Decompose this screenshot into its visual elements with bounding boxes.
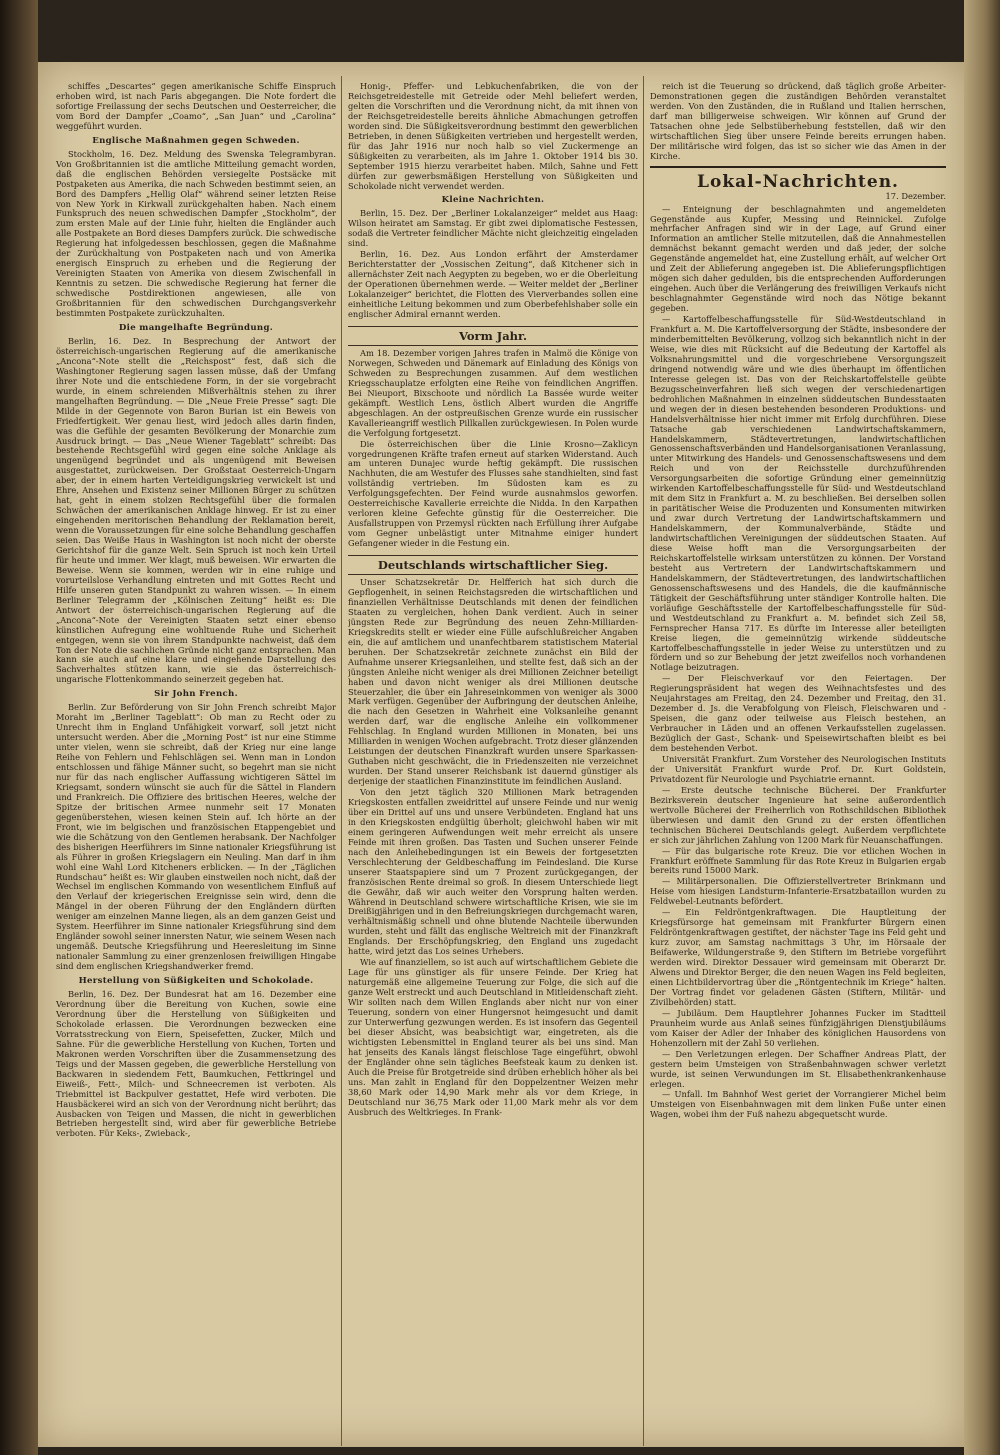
article-paragraph: — Der Fleischverkauf vor den Feiertagen. Der Regierungspräsident hat wegen des Weihnachtsfestes und des Neujahrstages am Freitag, den 24. Dezember und Freitag, den 31. Dezember d. Js. die Verabfolgung von Fleisch, Fleischwaren und -Speisen, die ganz oder teilweise aus Fleisch bestehen, an Verbraucher in Läden und an offenen Verkaufsstellen zugelassen. Bezüglich der Gast-, Schank- und Speisewirtschaften bleibt es bei dem bestehenden Verbot.: [650, 673, 946, 754]
section-heading: Vorm Jahr.: [348, 326, 638, 346]
column-left: [56, 82, 336, 1442]
article-paragraph: — Enteignung der beschlagnahmten und angemeldeten Gegenstände aus Kupfer, Messing und Reinnickel. Zufolge mehrfacher Anfragen sind wir in der Lage, auf Grund einer Information an amtlicher Stelle mitzuteilen, daß die Annahmestellen demnächst bekannt gemacht werden und daß jeder, der solche Gegenstände angemeldet hat, eine Zustellung erhält, auf welcher Ort und Zeit der Ablieferung angegeben ist. Die Ablieferungspflichtigen mögen sich daher gedulden, bis die entsprechenden Aufforderungen eingehen. Auch über die Verlängerung des freiwilligen Verkaufs nicht beschlagnahmter Gegenstände wird noch das Nötige bekannt gegeben.: [650, 203, 946, 314]
article-paragraph: reich ist die Teuerung so drückend, daß täglich große Arbeiter-Demonstrationen gegen die zuständigen Behörden veranstaltet werden. Von den Zuständen, die in Rußland und Italien herrschen, darf man billigerweise schweigen. Wir können auf Grund der Tatsachen ohne jede Selbstüberhebung feststellen, daß wir den wirtschaftlichen Sieg über unsere Feinde bereits errungen haben. Der militärische wird folgen, das ist so sicher wie das Amen in der Kirche.: [650, 82, 946, 161]
article-paragraph: Stockholm, 16. Dez. Meldung des Swenska Telegrambyran. Von Großbritannien ist die amtliche Mitteilung gemacht worden, daß die englischen Behörden versiegelte Postsäcke mit Postpaketen aus Amerika, die nach Schweden bestimmt seien, an Bord des Dampfers „Hellig Olaf“ während seiner letzten Reise von New York in Kirkwall zurückgehalten haben. Nach einem Funkspruch des neuen schwedischen Dampfer „Stockholm“, der zum ersten Male auf der Linie fuhr, hielten die Engländer auch alle Postpakete an Bord dieses Dampfers zurück. Die schwedische Regierung hat infolgedessen beschlossen, gegen die Maßnahme der Zurückhaltung von Postpaketen nach und von Amerika energisch Einspruch zu erheben und die Regierung der Vereinigten Staaten von Amerika von diesem Zwischenfall in Kenntnis zu setzen. Die schwedische Regierung hat ferner die schwedische Postdirektionen angewiesen, alle von Großbritannien für den schwedischen Durchgangsverkehr bestimmten Postpakete zurückzuhalten.: [56, 148, 336, 319]
article-paragraph: Von den jetzt täglich 320 Millionen Mark betragenden Kriegskosten entfallen zweidrittel auf unsere Feinde und nur wenig über ein Drittel auf uns und unsere Verbündeten. England hat uns in den Kriegskosten endgültig überholt; gleichwohl haben wir mit einem geringeren Aufwendungen weit mehr erreicht als unsere Feinde mit ihren großen. Das Tasten und Suchen unserer Feinde nach den Anleihebedingungen ist ein Beweis der fortgesetzten Verschlechterung der Geldbeschaffung im Feindesland. Die Kurse unserer Staatspapiere sind um 7 Prozent zurückgegangen, der französischen Rente dreimal so groß. In diesem Unterschiede liegt die Gewähr, daß wir auch weiter den Vorsprung halten werden. Während in Deutschland schwere wirtschaftliche Krisen, wie sie im Dreißigjährigen und in den Befreiungskriegen durchgemacht waren, verhältnismäßig schnell und ohne blutende Nachteile überwunden wurden, steht und fällt das englische Weltreich mit der Finanzkraft Englands. Der Erschöpfungskrieg, den England uns zugedacht hatte, wird jetzt das Los seines Urhebers.: [348, 787, 638, 957]
article-heading: Die mangelhafte Begründung.: [118, 322, 274, 333]
article-paragraph: Am 18. Dezember vorigen Jahres trafen in Malmö die Könige von Norwegen, Schweden und Dänemark auf Einladung des Königs von Schweden zu Besprechungen zusammen. Auf dem westlichen Kriegsschauplatze erfolgten eine Reihe von feindlichen Angriffen. Bei Nieuport, Bixschoote und nördlich La Bassée wurde weiter gekämpft. Westlich Lens, östlich Albert wurden die Angriffe abgeschlagen. An der ostpreußischen Grenze wurde ein russischer Kavallerieangriff westlich Pillkallen zurückgewiesen. In Polen wurde die Verfolgung fortgesetzt.: [348, 347, 638, 438]
article-paragraph: Berlin, 15. Dez. Der „Berliner Lokalanzeiger“ meldet aus Haag: Wilson heiratet am Samstag. Er gibt zwei diplomatische Festessen, sodaß die Vertreter feindlicher Mächte nicht gleichzeitig eingeladen sind.: [348, 208, 638, 249]
article-paragraph: — Den Verletzungen erlegen. Der Schaffner Andreas Platt, der gestern beim Umsteigen von Straßenbahnwagen schwer verletzt wurde, ist seinen Verwundungen im St. Elisabethenkrankenhause erlegen.: [650, 1048, 946, 1089]
newspaper-page: [38, 62, 964, 1447]
article-heading: Sir John French.: [154, 689, 238, 700]
article-paragraph: — Ein Feldröntgenkraftwagen. Die Hauptleitung der Kriegsfürsorge hat gemeinsam mit Frankfurter Bürgern einen Feldröntgenkraftwagen gestiftet, der nächster Tage ins Feld geht und kurz zuvor, am Samstag nachmittags 3 Uhr, im Hörsaale der Beifawerke, Wildungerstraße 9, den Stiftern im Betriebe vorgeführt werden wird. Direktor Dessauer wird gemeinsam mit Oberarzt Dr. Alwens und Direktor Berger, die den neuen Wagen ins Feld begleiten, einen Lichtbildervortrag über die „Röntgentechnik im Kriege“ halten. Der Vortrag findet vor geladenen Gästen (Stiftern, Militär- und Zivilbehörden) statt.: [650, 907, 946, 1007]
column-rule: [341, 76, 342, 1446]
section-title: Lokal-Nachrichten.: [650, 166, 946, 192]
article-paragraph: — Jubiläum. Dem Hauptlehrer Johannes Fucker im Stadtteil Praunheim wurde aus Anlaß seines fünfzigjährigen Dienstjubiläums vom Kaiser der Adler der Inhaber des königlichen Hausordens von Hohenzollern mit der Zahl 50 verliehen.: [650, 1007, 946, 1048]
article-heading: Englische Maßnahmen gegen Schweden.: [92, 135, 300, 146]
article-paragraph: schiffes „Descartes“ gegen amerikanische Schiffe Einspruch erhoben wird, ist nach Paris abgegangen. Die Note fordert die sofortige Freilassung der sechs Deutschen und Oesterreicher, die vom Bord der Dampfer „Coamo“, „San Juan“ und „Carolina“ weggeführt wurden.: [56, 82, 336, 131]
article-paragraph: — Kartoffelbeschaffungsstelle für Süd-Westdeutschland in Frankfurt a. M. Die Kartoffelversorgung der Städte, insbesondere der minderbemittelten Bevölkerung, vollzog sich bekanntlich nicht in der Weise, wie dies mit Rücksicht auf die Bedeutung der Kartoffel als Volksnahrungsmittel und die vorgeschriebene Versorgungszeit dringend notwendig wäre und wie dies überhaupt im öffentlichen Interesse gelegen ist. Das von der Reichskartoffelstelle geübte Bezugsscheinverfahren ließ sich wegen der verschiedenartigen bedrohlichen Maßnahmen in einzelnen süddeutschen Bundesstaaten und wegen der in diesen bestehenden besonderen Produktions- und Handelsverhältnisse hier nicht immer mit Erfolg durchführen. Diese Tatsache gab verschiedenen Landwirtschaftskammern, Handelskammern, Städtevertretungen, landwirtschaftlichen Genossenschaftsverbänden und Handelsorganisationen Veranlassung, unter Mitwirkung des Handels- und Genossenschaftswesens und dem Reich und von der Reichsstelle durchzuführenden Versorgungsarbeiten die sofortige Gründung einer gemeinnützig wirkenden Kartoffelbeschaffungsstelle für Süd- und Westdeutschland mit dem Sitz in Frankfurt a. M. zu beschließen. Bei derselben sollen in paritätischer Weise die Produzenten und Konsumenten mitwirken und zwar durch Vertretung der Landwirtschaftskammern und Handelskammern, der Kommunalverbände, Städte und landwirtschaftlichen Vereinigungen der süddeutschen Staaten. Auf diese Weise hofft man die Versorgungsarbeiten der Reichskartoffelstelle wirksam unterstützen zu können. Der Vorstand besteht aus Vertretern der Landwirtschaftskammern und Handelskammern, der Städtevertretungen, des landwirtschaftlichen Genossenschaftswesens und des Handels, die die kaufmännische Tätigkeit der Geschäftsführung unter ständiger Kontrolle halten. Die vorläufige Geschäftsstelle der Kartoffelbeschaffungsstelle für Süd- und Westdeutschland zu Frankfurt a. M. befindet sich Zeil 58, Fernsprecher Hansa 717. Es dürfte im Interesse aller beteiligten Kreise liegen, die gemeinnützig wirkende süddeutsche Kartoffelbeschaffungsstelle in jeder Weise zu unterstützen und zu fördern und so zur Behebung der jetzt zweifellos noch vorhandenen Notlage beizutragen.: [650, 314, 946, 673]
article-paragraph: Honig-, Pfeffer- und Lebkuchenfabriken, die von der Reichsgetreidestelle mit Getreide oder Mehl beliefert werden, gelten die Vorschriften und die Verordnung nicht, da mit ihnen von der Reichsgetreidestelle bereits ähnliche Abmachungen getroffen worden sind. Die Süßigkeitsverordnung bestimmt den gewerblichen Betrieben, in denen Süßigkeiten vertrieben und hergestellt werden, für das Jahr 1916 nur noch halb so viel Zuckermenge an Süßigkeiten zu verarbeiten, als im Jahre 1. Oktober 1914 bis 30. September 1915 hierzu verarbeitet haben. Milch, Sahne und Fett dürfen zur gewerbsmäßigen Herstellung von Süßigkeiten und Schokolade nicht verwendet werden.: [348, 82, 638, 191]
page-edge: [964, 0, 1000, 1455]
book-binding: [0, 0, 38, 1455]
article-paragraph: Berlin, 16. Dez. Der Bundesrat hat am 16. Dezember eine Verordnung über die Bereitung von Kuchen, sowie eine Verordnung über die Herstellung von Süßigkeiten und Schokolade erlassen. Die Verordnungen bezwecken eine Vorratsstreckung von Eiern, Speisefetten, Zucker, Milch und Sahne. Für die gewerbliche Herstellung von Kuchen, Torten und Makronen werden Vorschriften über die Zusammensetzung des Teigs und der Massen gegeben, die gewerbliche Herstellung von Backwaren in siedendem Fett, Baumkuchen, Fettkringel und Eiweiß-, Fett-, Milch- und Schneecremen ist verboten. Als Triebmittel ist Backpulver gestattet, Hefe wird verboten. Die Hausbäckerei wird an sich von der Verordnung nicht berührt; das Ausbacken von Teigen und Massen, die nicht in gewerblichen Betrieben hergestellt sind, wird aber für gewerbliche Betriebe verboten. Für Keks-, Zwieback-,: [56, 989, 336, 1139]
column-right: [650, 82, 946, 1442]
section-heading: Deutschlands wirtschaftlicher Sieg.: [348, 555, 638, 575]
article-paragraph: Berlin. Zur Beförderung von Sir John French schreibt Major Moraht im „Berliner Tageblatt“: Ob man zu Recht oder zu Unrecht ihm in England Unfähigkeit vorwarf, soll jetzt nicht untersucht werden. Aber die „Morning Post“ ist nur eine Stimme unter vielen, wenn sie schreibt, daß der Krieg nur eine lange Reihe von Fehlern und Fehlschlägen sei. Wenn man in London entschlossen und fähige Männer sucht, so begehrt man sie nicht nur für das nach englischer Auffassung wichtigeren Sättel im Kriegsamt, sondern wünscht sie auch für die Sättel in Flandern und Frankreich. Die Offiziere des britischen Heeres, welche der Spitze der britischen Armee nunmehr seit 17 Monaten gegenüberstehen, wiesen keinen Stein auf. Ich hörte an der Front, wie im belgischen und französischen Etappengebiet und wie die Schätzung von den Gentlemen herabsank. Der Nachfolger des bisherigen Heerführers im Sinne nationaler Kriegsführung ist als Führer in großen Kriegslagern ein Neuling. Man darf in ihm wohl eine Wahl Lord Kitcheners erblicken. — In der „Täglichen Rundschau“ heißt es: Wir glauben einstweilen noch nicht, daß der Wechsel im englischen Kommando von wesentlichem Einfluß auf den Verlauf der kriegerischen Ereignisse sein wird, denn die Mängel in der oberen Führung der den Engländern dürften weniger am einzelnen Manne liegen, als an dem ganzen Geist und System. Heerführer im Sinne nationaler Kriegsführung sind dem Engländer sowohl seiner innersten Natur, wie seinem Wesen nach ungemäß. Deutsche Kriegsführung und Heeresleitung im Sinne nationaler Sammlung zu einer grenzenlosen freiwilligen Hingabe sind dem englischen Kriegshandwerker fremd.: [56, 702, 336, 972]
article-paragraph: Wie auf finanziellem, so ist auch auf wirtschaftlichem Gebiete die Lage für uns günstiger als für unsere Feinde. Der Krieg hat naturgemäß eine allgemeine Teuerung zur Folge, die sich auf die ganze Welt erstreckt und auch Deutschland in Mitleidenschaft zieht. Wir sollten nach dem Willen Englands aber nicht nur von einer Teuerung, sondern von einer Hungersnot heimgesucht und damit zur Unterwerfung gezwungen werden. Es ist insofern das Gegenteil bei dieser Absicht, was beabsichtigt war, eingetreten, als die wichtigsten Lebensmittel in England teurer als bei uns sind. Man hat jenseits des Kanals längst fleischlose Tage eingeführt, obwohl der Engländer ohne sein tägliches Beefsteak kaum zu denken ist. Auch die Preise für Brotgetreide sind drüben erheblich höher als bei uns. Man zahlt in England für den Doppelzentner Weizen mehr 38,60 Mark oder 14,90 Mark mehr als vor dem Kriege, in Deutschland nur 36,75 Mark oder 11,00 Mark mehr als vor dem Ausbruch des Weltkrieges. In Frank-: [348, 957, 638, 1117]
article-paragraph: Unser Schatzsekretär Dr. Helfferich hat sich durch die Gepflogenheit, in seinen Reichstagsreden die wirtschaftlichen und finanziellen Verhältnisse Deutschlands mit denen der feindlichen Staaten zu vergleichen, hohen Dank verdient. Auch in seiner jüngsten Rede zur Begründung des neuen Zehn-Milliarden-Kriegskredits stellt er wieder eine Fülle aufschlußreicher Angaben ein, die auf amtlichem und unanfechtbarem statistischem Material beruhen. Der Schatzsekretär zeichnete zunächst ein Bild der Aufnahme unserer Kriegsanleihen, und stellte fest, daß sich an der jüngsten Anleihe nicht weniger als drei Millionen Zeichner beteiligt haben und davon nicht weniger als drei Millionen deutsche Steuerzahler, die über ein Jahreseinkommen von weniger als 3000 Mark verfügen. Gegenüber der Aufbringung der deutschen Anleihe, die nach den Gesetzen in Wahrheit eine Volksanleihe genannt werden darf, war die englische Anleihe ein vollkommener Fehlschlag. In England wurden Millionen in Monaten, bei uns Milliarden in wenigen Wochen aufgebracht. Trotz dieser glänzenden Leistungen der deutschen Finanzkraft wurden unsere Sparkassen-Guthaben nicht geschwächt, die in Friedenszeiten nie verzeichnet wurden. Der Stand unserer Reichsbank ist dauernd günstiger als derjenige der staatlichen Finanzinstitute im feindlichen Ausland.: [348, 577, 638, 787]
column-middle: [348, 82, 638, 1442]
column-rule: [643, 76, 644, 1446]
article-paragraph: — Unfall. Im Bahnhof West geriet der Vorrangierer Michel beim Umsteigen von Eisenbahnwagen mit dem linken Fuße unter einen Wagen, wobei ihm der Fuß nahezu abgequetscht wurde.: [650, 1089, 946, 1120]
article-paragraph: — Erste deutsche technische Bücherei. Der Frankfurter Bezirksverein deutscher Ingenieure hat seine außerordentlich wertvolle Bücherei der Freiherrlich von Rothschildschen Bibliothek überwiesen und damit den Grund zu der ersten öffentlichen technischen Bücherei Deutschlands gelegt. Außerdem verpflichtete er sich zur jährlichen Zahlung von 1200 Mark für Neuanschaffungen.: [650, 784, 946, 845]
article-paragraph: — Für das bulgarische rote Kreuz. Die vor etlichen Wochen in Frankfurt eröffnete Sammlung für das Rote Kreuz in Bulgarien ergab bereits rund 15000 Mark.: [650, 845, 946, 876]
article-heading: Herstellung von Süßigkeiten und Schokolade.: [78, 976, 314, 987]
article-paragraph: Berlin, 16. Dez. Aus London erfährt der Amsterdamer Berichterstatter der „Vossischen Zeitung“, daß Kitchener sich in allernächster Zeit nach Aegypten zu begeben, wo er die Oberleitung der Operationen übernehmen werde. — Weiter meldet der „Berliner Lokalanzeiger“ berichtet, die Flotten des Vierverbandes sollen eine einheitliche Leitung bekommen und zum Oberbefehlshaber solle ein englischer Admiral ernannt werden.: [348, 249, 638, 320]
article-paragraph: Die österreichischen über die Linie Krosno—Zaklicyn vorgedrungenen Kräfte trafen erneut auf starken Widerstand. Auch am unteren Dunajec wurde heftig gekämpft. Die russischen Nachhuten, die am Westufer des Flusses sahe standhielten, sind fast vollständig vertrieben. Im Südosten kam es zu Verfolgungsgefechten. Der Feind wurde ausnahmslos geworfen. Oesterreichische Kavallerie erreichte die Nidda. In den Karpathen verloren kleine Gefechte günstig für die Oesterreicher. Die Ausfallstruppen von Przemysl rückten nach Erfüllung ihrer Aufgabe vom Gegner unbelästigt unter Mitnahme einiger hundert Gefangener wieder in die Festung ein.: [348, 438, 638, 549]
dateline: 17. Dezember.: [885, 190, 946, 201]
article-paragraph: Universität Frankfurt. Zum Vorsteher des Neurologischen Instituts der Universität Frankfurt wurde Prof. Dr. Kurt Goldstein, Privatdozent für Neurologie und Psychiatrie ernannt.: [650, 754, 946, 784]
article-heading: Kleine Nachrichten.: [441, 195, 545, 206]
article-paragraph: — Militärpersonalien. Die Offizierstellvertreter Brinkmann und Heise vom hiesigen Landsturm-Infanterie-Ersatzbataillon wurden zu Feldwebel-Leutnants befördert.: [650, 876, 946, 907]
article-paragraph: Berlin, 16. Dez. In Besprechung der Antwort der österreichisch-ungarischen Regierung auf die amerikanische „Ancona“-Note stellt die „Reichspost“ fest, daß sich die Washingtoner Regierung sagen lassen müsse, daß der Umfang ihrer Note und die entschiedene Form, in der sie vorgebracht wurde, in einem schreienden Mißverhältnis stehen zu ihrer mangelhaften Begründung. — Die „Neue Freie Presse“ sagt: Die Milde in der Gegennote von Baron Burian ist ein Beweis von Friedfertigkeit. Wer genau liest, wird jedoch alles darin finden, was die Gefühle der gesamten Bevölkerung der Monarchie zum Ausdruck bringt. — Das „Neue Wiener Tageblatt“ schreibt: Das bestehende Rechtsgefühl wird gegen eine solche Anklage als ungenügend begründet und als ungenügend mit Beweisen ausgestattet, zurückweisen. Der Großstaat Oesterreich-Ungarn aber, der in einem harten Verteidigungskrieg verwickelt ist und Ehre, Ansehen und Existenz seiner Millionen Bürger zu schützen hat, geht in einem stolzen Rechtsgefühl über die formalen Schwächen der amerikanischen Anklage hinweg. Er ist zu einer eingehenden meritorischen Behandlung der Reklamation bereit, wenn die Voraussetzungen für eine solche Behandlung geschaffen seien. Das Weiße Haus in Washington ist noch nicht der oberste Gerichtshof für die ganze Welt. Sein Spruch ist noch kein Urteil für heute und immer. Wer klagt, muß beweisen. Wir erwarten die Beweise. Wenn sie kommen, werden wir in eine ruhige und vorurteilslose Verhandlung eintreten und mit Gottes Recht und Hilfe unseren guten Standpunkt zu wahren wissen. — In einem Berliner Telegramm der „Kölnischen Zeitung“ heißt es: Die Antwort der österreichisch-ungarischen Regierung auf die „Ancona“-Note der Vereinigten Staaten setzt einer ebenso künstlichen Aufregung eine wohltuende Ruhe und Sicherheit entgegen, wenn sie von ihrem Standpunkte nachweist, daß dem Ton der Note die sachlichen Gründe nicht ganz entsprachen. Man kann sie auch auf eine klare und eingehende Darstellung des Sachverhaltes stützen kann, wie sie das österreichisch-ungarische Flottenkommando seinerzeit gegeben hat.: [56, 335, 336, 685]
